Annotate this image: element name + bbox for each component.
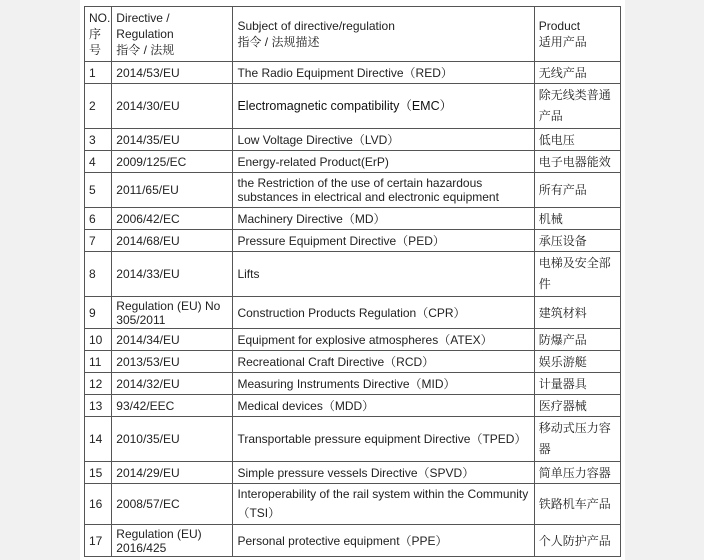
cell-product: 所有产品: [534, 173, 620, 208]
cell-directive: 2009/125/EC: [112, 151, 233, 173]
document-page: [80, 0, 625, 560]
cell-directive: 2014/32/EU: [112, 373, 233, 395]
cell-product: 电子电器能效: [534, 151, 620, 173]
cell-subject: Interoperability of the rail system within the Community（TSI）: [233, 484, 534, 525]
cell-subject: Lifts: [233, 252, 534, 297]
eu-directives-table: [84, 6, 621, 557]
cell-subject: the Restriction of the use of certain hazardous substances in electrical and electronic equipment: [233, 173, 534, 208]
cell-no: 12: [85, 373, 112, 395]
cell-subject: Measuring Instruments Directive（MID）: [233, 373, 534, 395]
cell-subject: The Radio Equipment Directive（RED）: [233, 62, 534, 84]
cell-directive: 2014/68/EU: [112, 230, 233, 252]
table-row: [85, 129, 621, 151]
header-no-line: 号: [89, 43, 102, 57]
cell-directive: 2010/35/EU: [112, 417, 233, 462]
header-subject-line: Subject of directive/regulation: [237, 19, 395, 33]
table-row: [85, 417, 621, 462]
cell-product: 机械: [534, 208, 620, 230]
table-row: [85, 297, 621, 329]
table-row: [85, 395, 621, 417]
cell-directive: 2014/33/EU: [112, 252, 233, 297]
cell-no: 2: [85, 84, 112, 129]
cell-no: 5: [85, 173, 112, 208]
cell-no: 1: [85, 62, 112, 84]
table-row: [85, 351, 621, 373]
cell-no: 13: [85, 395, 112, 417]
cell-product: 防爆产品: [534, 329, 620, 351]
cell-no: 11: [85, 351, 112, 373]
cell-no: 3: [85, 129, 112, 151]
cell-no: 9: [85, 297, 112, 329]
cell-directive: 2011/65/EU: [112, 173, 233, 208]
cell-product: 移动式压力容器: [534, 417, 620, 462]
cell-no: 16: [85, 484, 112, 525]
cell-product: 简单压力容器: [534, 462, 620, 484]
cell-product: 除无线类普通产品: [534, 84, 620, 129]
cell-no: 17: [85, 525, 112, 557]
cell-directive: 2014/30/EU: [112, 84, 233, 129]
cell-product: 计量器具: [534, 373, 620, 395]
header-subject: [233, 7, 534, 62]
header-subject-line: 指令 / 法规描述: [237, 35, 320, 49]
cell-subject: Pressure Equipment Directive（PED）: [233, 230, 534, 252]
cell-directive: 2014/53/EU: [112, 62, 233, 84]
table-row: [85, 462, 621, 484]
header-no-line: 序: [89, 27, 102, 41]
header-directive-line: Regulation: [116, 27, 174, 41]
cell-subject: Simple pressure vessels Directive（SPVD）: [233, 462, 534, 484]
table-row: [85, 62, 621, 84]
cell-subject: Recreational Craft Directive（RCD）: [233, 351, 534, 373]
table-row: [85, 525, 621, 557]
cell-subject: Equipment for explosive atmospheres（ATEX）: [233, 329, 534, 351]
header-product-line: 适用产品: [538, 35, 587, 49]
header-product-line: Product: [538, 19, 581, 33]
cell-no: 14: [85, 417, 112, 462]
cell-product: 娱乐游艇: [534, 351, 620, 373]
cell-subject: Electromagnetic compatibility（EMC）: [233, 84, 534, 129]
table-row: [85, 484, 621, 525]
table-row: [85, 373, 621, 395]
cell-no: 6: [85, 208, 112, 230]
cell-product: 铁路机车产品: [534, 484, 620, 525]
table-row: [85, 208, 621, 230]
cell-no: 4: [85, 151, 112, 173]
cell-product: 低电压: [534, 129, 620, 151]
table-row: [85, 329, 621, 351]
cell-subject: Personal protective equipment（PPE）: [233, 525, 534, 557]
cell-no: 10: [85, 329, 112, 351]
header-product: [534, 7, 620, 62]
table-row: [85, 84, 621, 129]
table-header-row: [85, 7, 621, 62]
cell-product: 医疗器械: [534, 395, 620, 417]
cell-product: 个人防护产品: [534, 525, 620, 557]
header-no: [85, 7, 112, 62]
cell-no: 15: [85, 462, 112, 484]
cell-directive: 2008/57/EC: [112, 484, 233, 525]
cell-directive: 2014/35/EU: [112, 129, 233, 151]
table-row: [85, 173, 621, 208]
header-no-line: NO.: [89, 11, 111, 25]
cell-product: 无线产品: [534, 62, 620, 84]
cell-directive: 2006/42/EC: [112, 208, 233, 230]
cell-subject: Machinery Directive（MD）: [233, 208, 534, 230]
cell-product: 建筑材料: [534, 297, 620, 329]
table-row: [85, 252, 621, 297]
table-row: [85, 230, 621, 252]
cell-subject: Energy-related Product(ErP): [233, 151, 534, 173]
header-directive: [112, 7, 233, 62]
cell-subject: Transportable pressure equipment Directive（TPED）: [233, 417, 534, 462]
cell-subject: Low Voltage Directive（LVD）: [233, 129, 534, 151]
cell-directive: Regulation (EU) No 305/2011: [112, 297, 233, 329]
cell-no: 7: [85, 230, 112, 252]
table-row: [85, 151, 621, 173]
cell-subject: Medical devices（MDD）: [233, 395, 534, 417]
cell-directive: 93/42/EEC: [112, 395, 233, 417]
cell-no: 8: [85, 252, 112, 297]
cell-product: 电梯及安全部件: [534, 252, 620, 297]
header-directive-line: 指令 / 法规: [116, 43, 175, 57]
cell-directive: Regulation (EU) 2016/425: [112, 525, 233, 557]
cell-directive: 2014/34/EU: [112, 329, 233, 351]
cell-subject: Construction Products Regulation（CPR）: [233, 297, 534, 329]
header-directive-line: Directive /: [116, 11, 170, 25]
cell-product: 承压设备: [534, 230, 620, 252]
cell-directive: 2014/29/EU: [112, 462, 233, 484]
cell-directive: 2013/53/EU: [112, 351, 233, 373]
